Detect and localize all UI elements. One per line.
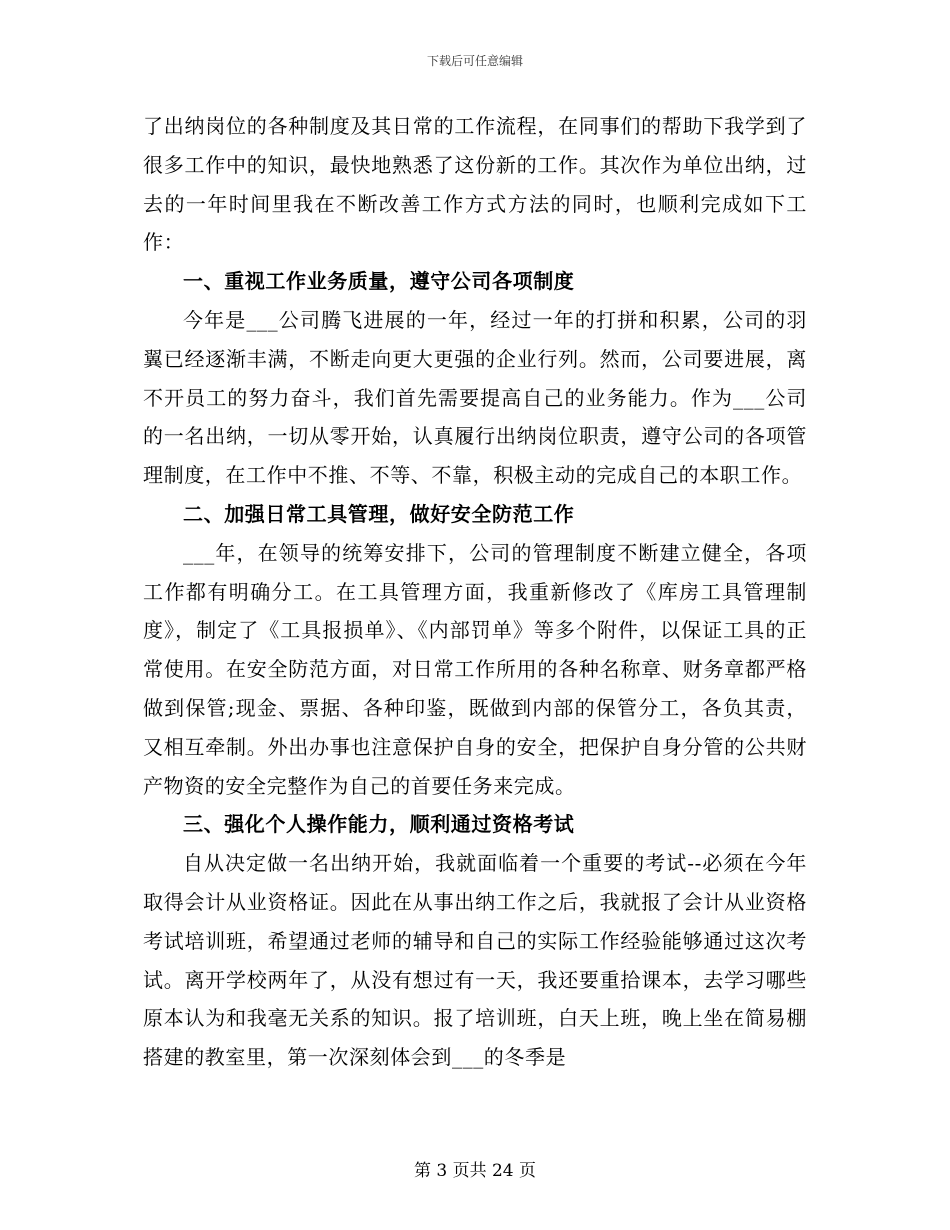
paragraph-section-2: ___年，在领导的统筹安排下，公司的管理制度不断建立健全，各项工作都有明确分工。在工具管理方面，我重新修改了《库房工具管理制度》，制定了《工具报损单》、《内部罚单》等多个附件，以保证工具的正常使用。在安全防范方面，对日常工作所用的各种名称章、财务章都严格做到保管;现金、票据、各种印鉴，既做到内部的保管分工，各负其责，又相互牵制。外出办事也注意保护自身的安全，把保护自身分管的公共财产物资的安全完整作为自己的首要任务来完成。 xyxy=(143,540,807,798)
paragraph-section-3: 自从决定做一名出纳开始，我就面临着一个重要的考试--必须在今年取得会计从业资格证。因此在从事出纳工作之后，我就报了会计从业资格考试培训班，希望通过老师的辅导和自己的实际工作经验能够通过这次考试。离开学校两年了，从没有想过有一天，我还要重拾课本，去学习哪些原本认为和我毫无关系的知识。报了培训班，白天上班，晚上坐在简易棚搭建的教室里，第一次深刻体会到___的冬季是 xyxy=(143,851,807,1070)
paragraph-intro: 了出纳岗位的各种制度及其日常的工作流程，在同事们的帮助下我学到了很多工作中的知识，最快地熟悉了这份新的工作。其次作为单位出纳，过去的一年时间里我在不断改善工作方式方法的同时，也顺利完成如下工作： xyxy=(143,114,807,255)
section-heading-3: 三、强化个人操作能力，顺利通过资格考试 xyxy=(183,812,575,837)
section-heading-2: 二、加强日常工具管理，做好安全防范工作 xyxy=(183,501,575,526)
page-header: 下载后可任意编辑 xyxy=(426,54,523,68)
paragraph-section-1: 今年是___公司腾飞进展的一年，经过一年的打拼和积累，公司的羽翼已经逐渐丰满，不断走向更大更强的企业行列。然而，公司要进展，离不开员工的努力奋斗，我们首先需要提高自己的业务能力。作为___公司的一名出纳，一切从零开始，认真履行出纳岗位职责，遵守公司的各项管理制度，在工作中不推、不等、不靠，积极主动的完成自己的本职工作。 xyxy=(143,307,807,488)
page-footer: 第 3 页共 24 页 xyxy=(413,1161,537,1181)
section-heading-1: 一、重视工作业务质量，遵守公司各项制度 xyxy=(183,269,575,294)
document-body xyxy=(143,107,807,1077)
